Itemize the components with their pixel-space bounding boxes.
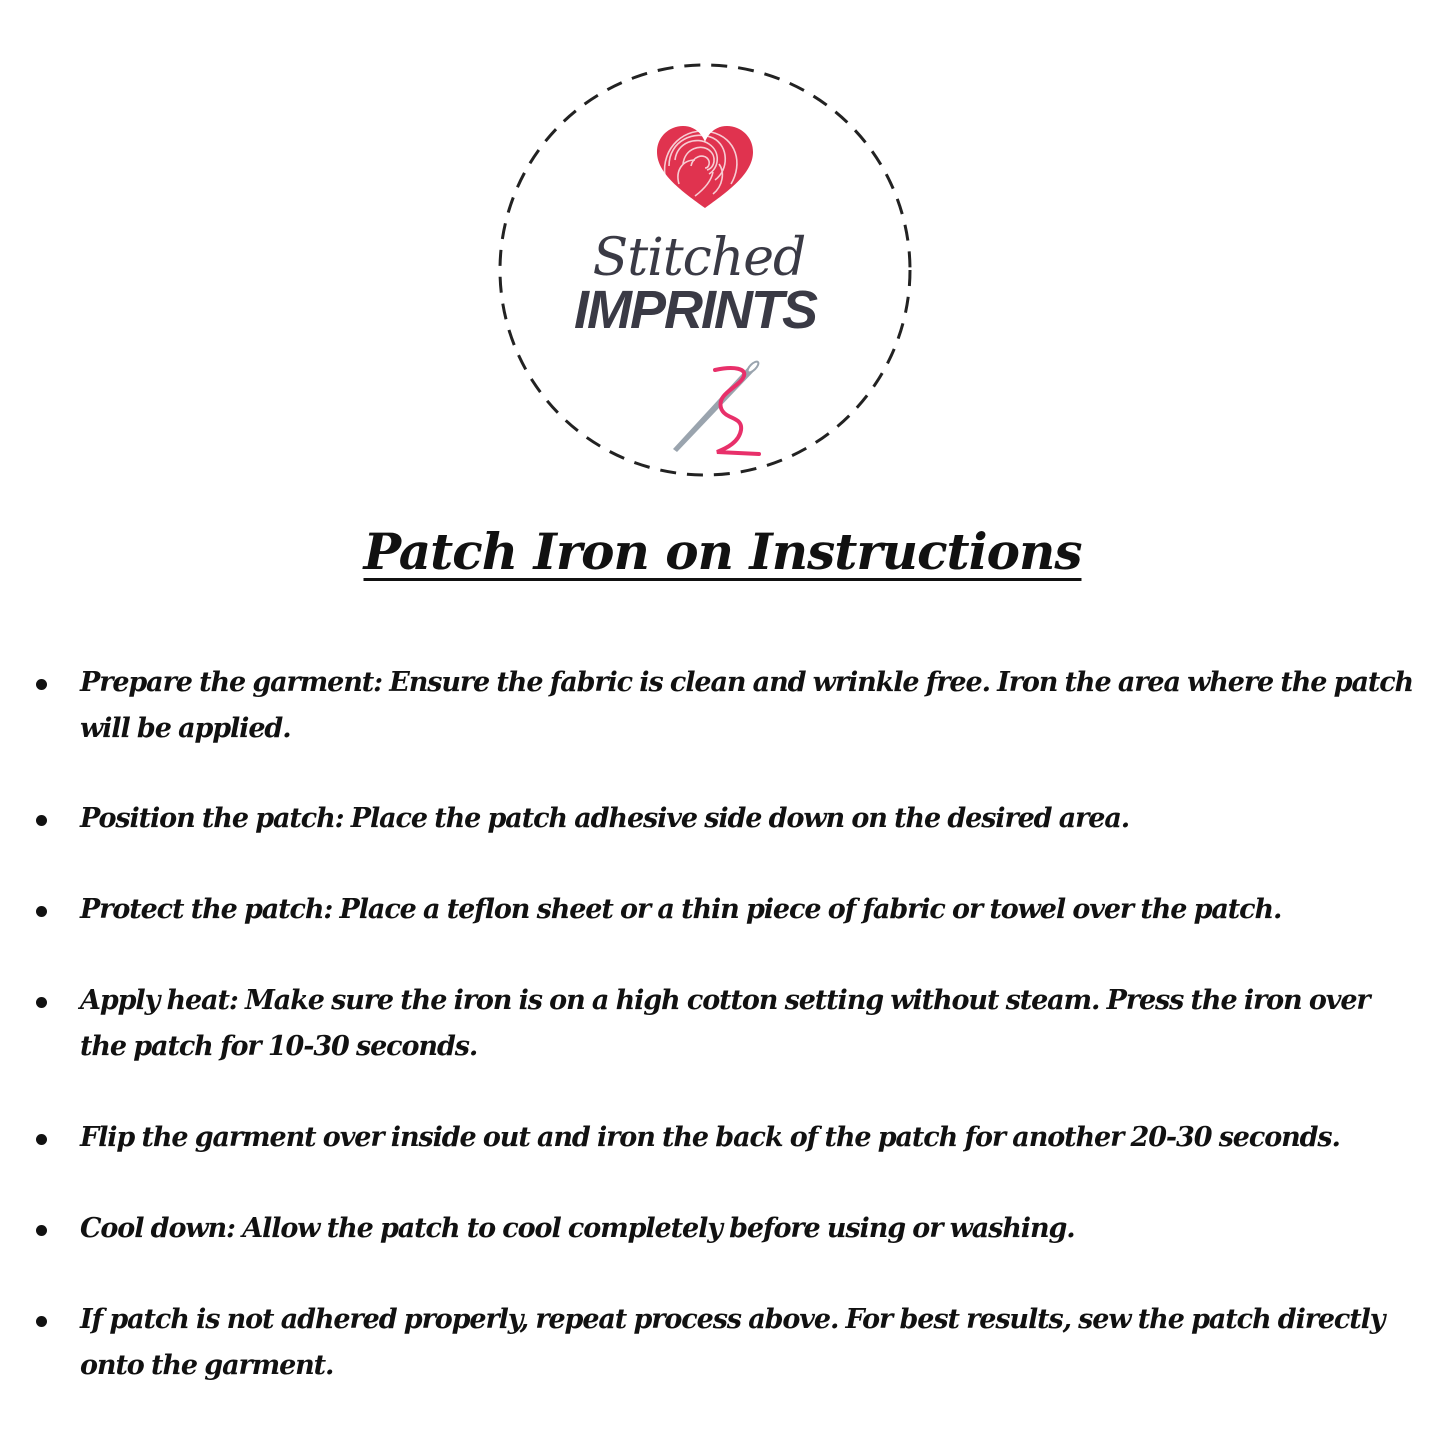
instruction-item [80, 887, 1420, 933]
page-title [0, 522, 1445, 581]
instruction-text: Flip the garment over inside out and iron the back of the patch for another 20-30 seconds. [80, 1122, 1340, 1153]
bullet-icon [36, 1316, 47, 1327]
bullet-icon [36, 679, 47, 690]
instruction-text: Cool down: Allow the patch to cool completely before using or washing. [80, 1213, 1075, 1244]
bullet-icon [36, 997, 47, 1008]
instruction-item [80, 660, 1420, 752]
instruction-text: Apply heat: Make sure the iron is on a high cotton setting without steam. Press the iron over the patch for 10-30 seconds. [80, 985, 1370, 1062]
page-title-text: Patch Iron on Instructions [363, 522, 1082, 581]
instruction-item [80, 1115, 1420, 1161]
instruction-item [80, 978, 1420, 1070]
brand-logo [495, 60, 915, 480]
logo-brand-script: Stitched [592, 228, 806, 288]
logo-brand-block: IMPRINTS [573, 280, 817, 340]
instruction-item [80, 1206, 1420, 1252]
bullet-icon [36, 815, 47, 826]
instruction-item [80, 1297, 1420, 1389]
instruction-text: Prepare the garment: Ensure the fabric is clean and wrinkle free. Iron the area where the patch will be applied. [80, 667, 1414, 744]
instruction-text: If patch is not adhered properly, repeat process above. For best results, sew the patch directly onto the garment. [80, 1304, 1385, 1381]
instruction-text: Protect the patch: Place a teflon sheet or a thin piece of fabric or towel over the patch. [80, 894, 1282, 925]
fingerprint-heart-icon [657, 126, 753, 208]
bullet-icon [36, 1134, 47, 1145]
instruction-item [80, 796, 1420, 842]
needle-thread-icon [673, 360, 760, 454]
instruction-text: Position the patch: Place the patch adhesive side down on the desired area. [80, 803, 1130, 834]
bullet-icon [36, 1225, 47, 1236]
bullet-icon [36, 906, 47, 917]
